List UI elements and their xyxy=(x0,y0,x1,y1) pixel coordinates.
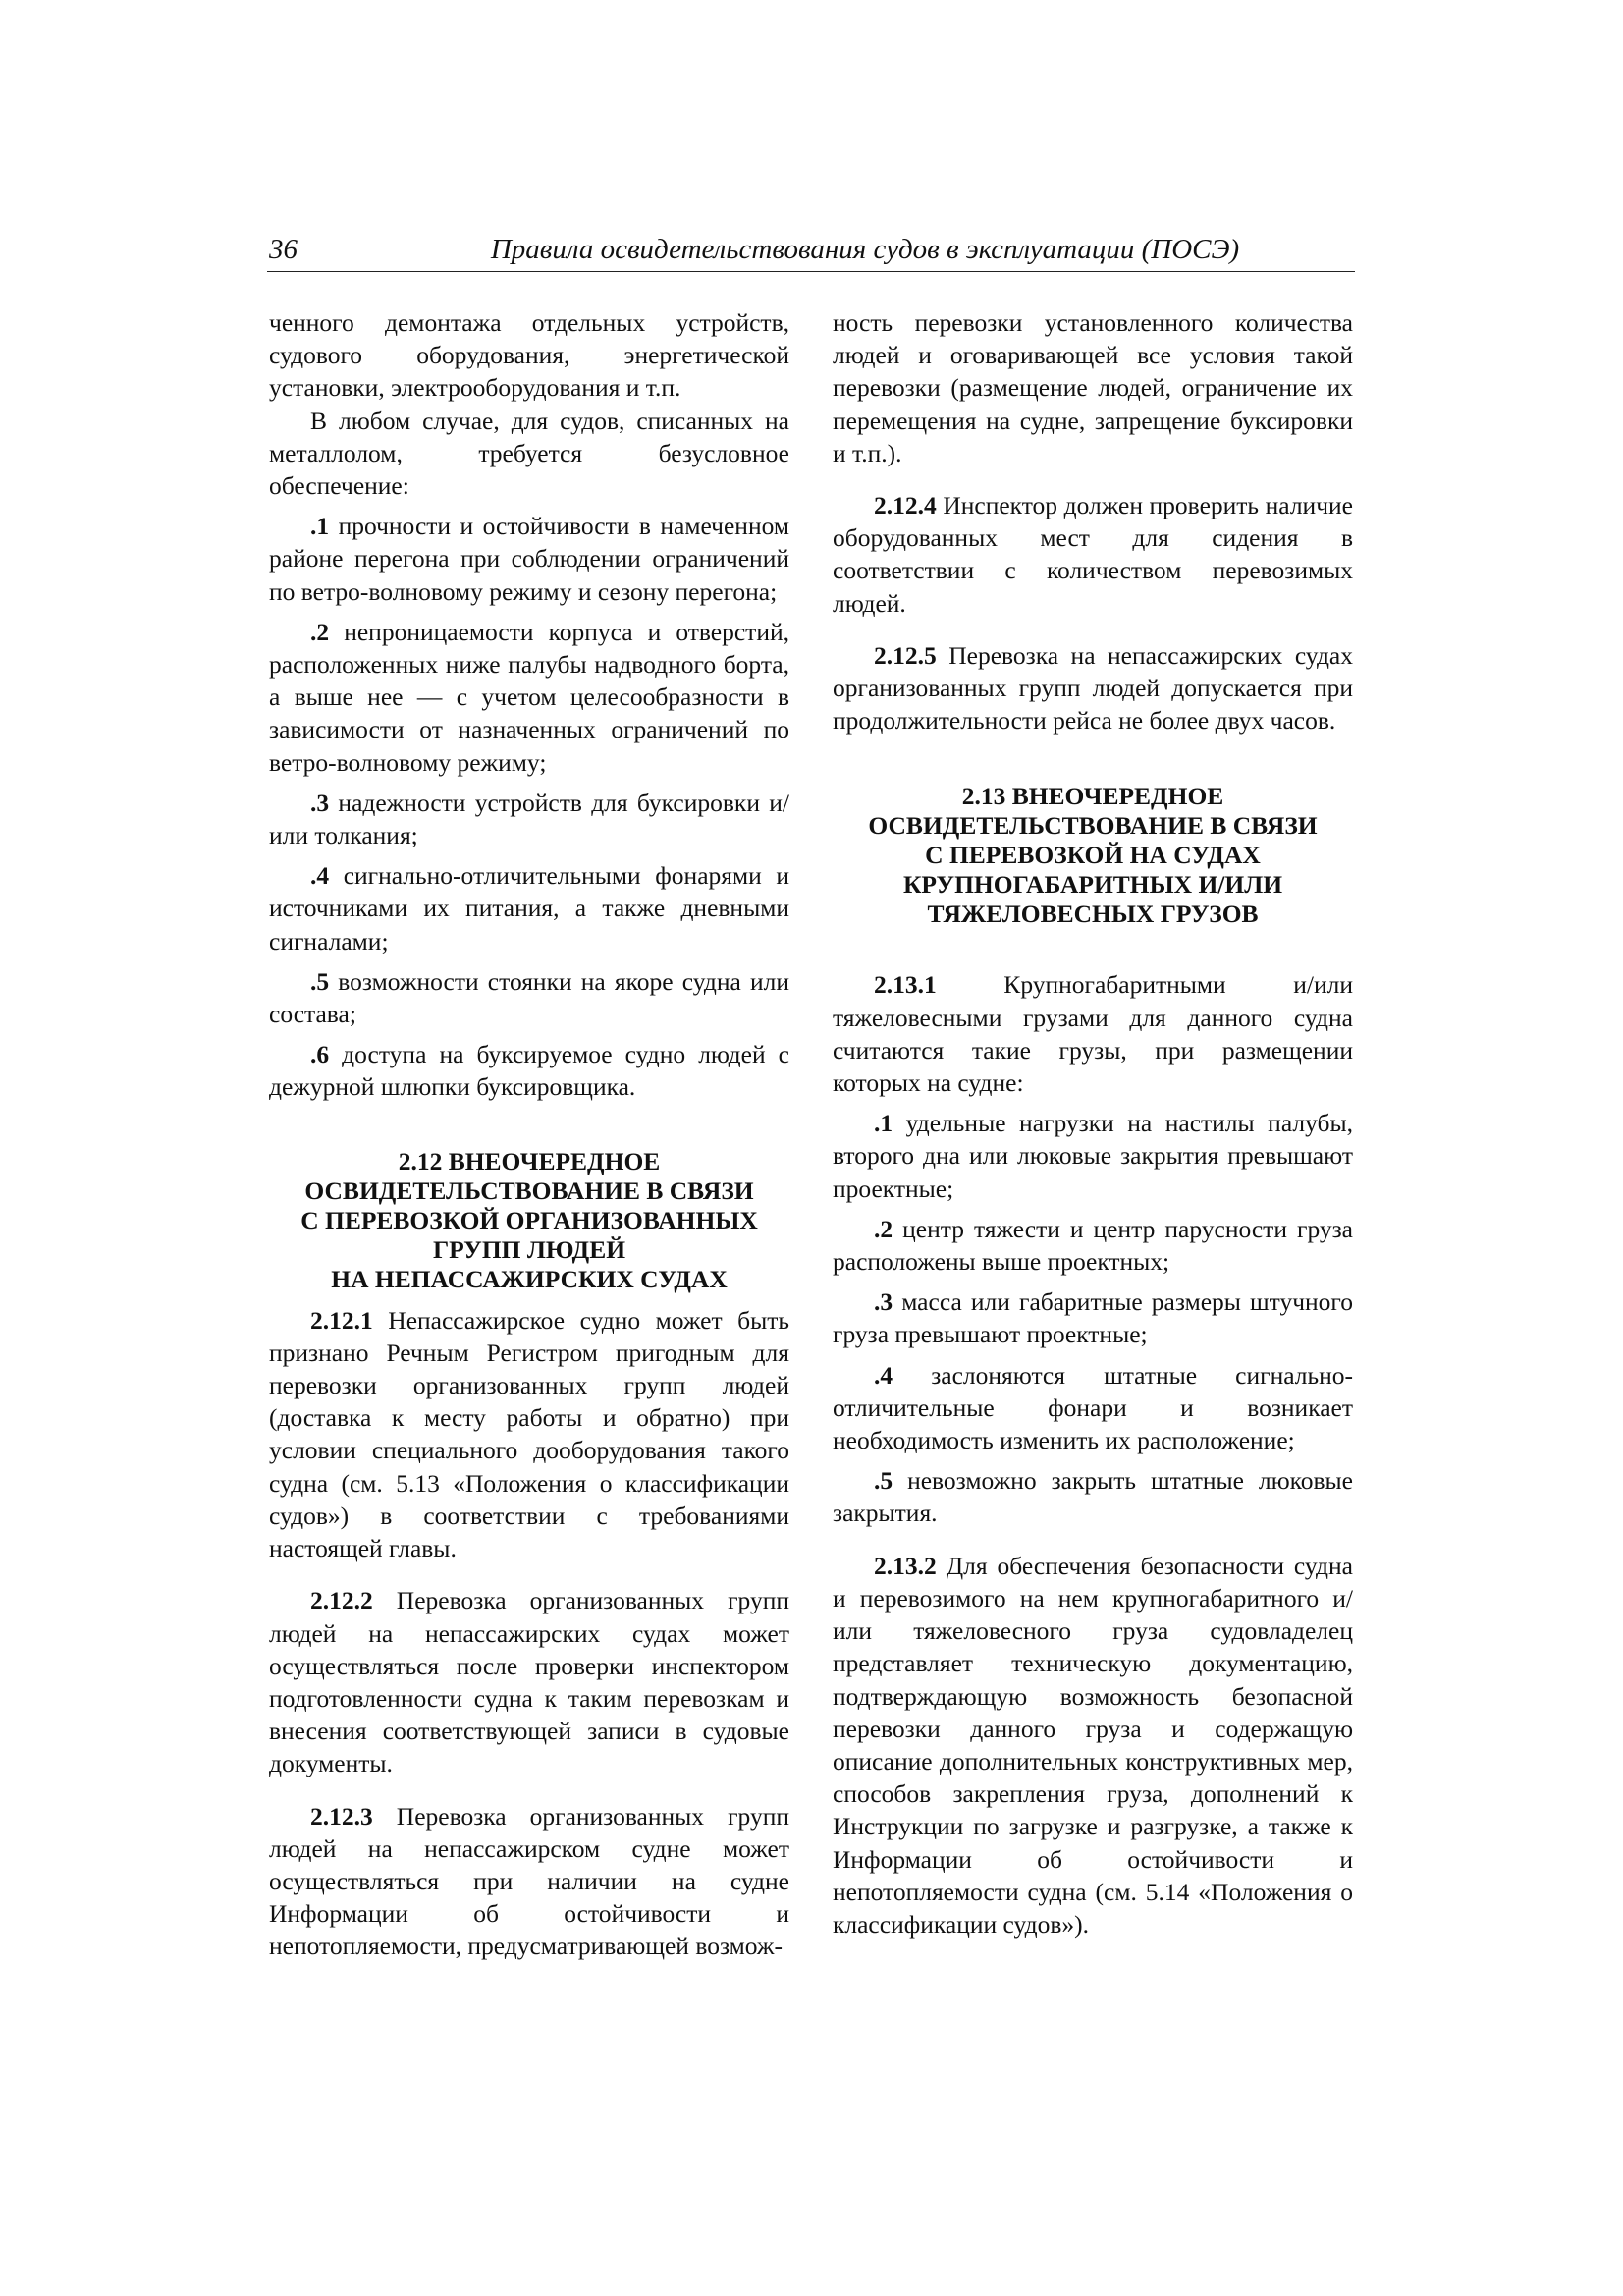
clause-number: 2.12.4 xyxy=(874,491,937,520)
title-line: 2.12 ВНЕОЧЕРЕДНОЕ xyxy=(398,1146,661,1175)
clause-text: Перевозка организованных групп людей на непассажирском судне может осуществляться при наличии на судне Информации об остойчивости и непотопляемости, предусматривающей возмож- xyxy=(269,1801,789,1961)
item-number: .2 xyxy=(874,1214,893,1243)
item-number: .3 xyxy=(310,788,330,817)
paragraph-2-12-3 xyxy=(269,1800,789,1963)
item-number: .5 xyxy=(874,1466,893,1496)
section-title-2-12 xyxy=(269,1147,789,1294)
clause-number: 2.12.2 xyxy=(310,1586,373,1615)
right-column xyxy=(833,306,1353,1941)
item-number: .4 xyxy=(310,861,330,891)
item-text: возможности стоянки на якоре судна или состава; xyxy=(269,966,789,1029)
clause-text: Для обеспечения безопасности судна и перевозимого на нем крупногабаритного и/или тяжеловесного груза судовладелец представляет техническую документацию, подтверждающую возможность безопасной перевозки данного груза и содержащую описание дополнительных конструктивных мер, способов закрепления груза, дополнений к Инструкции по загрузке и разгрузке, а также к Информации об остойчивости и непотопляемости судна (см. 5.14 «Положения о классификации судов»). xyxy=(833,1551,1353,1939)
item-text: надежности устройств для буксировки и/или толкания; xyxy=(269,788,789,850)
clause-number: 2.12.5 xyxy=(874,640,937,670)
paragraph-2-12-5 xyxy=(833,639,1353,738)
paragraph-2-12-4 xyxy=(833,489,1353,620)
list-item xyxy=(269,510,789,608)
list-item xyxy=(833,1285,1353,1350)
item-text: непроницаемости корпуса и отверстий, расположенных ниже палубы надводного борта, а выше нее — с учетом целесообразности в зависимости от назначенных ограничений по ветро-волновому режиму; xyxy=(269,617,789,777)
title-line: ОСВИДЕТЕЛЬСТВОВАНИЕ В СВЯЗИ xyxy=(304,1175,754,1205)
clause-text: Инспектор должен проверить наличие оборудованных мест для сидения в соответствии с количеством перевозимых людей. xyxy=(833,491,1353,618)
title-line: ОСВИДЕТЕЛЬСТВОВАНИЕ В СВЯЗИ xyxy=(868,811,1318,841)
title-line: 2.13 ВНЕОЧЕРЕДНОЕ xyxy=(961,782,1224,811)
section-title-2-13 xyxy=(833,782,1353,929)
item-text: невозможно закрыть штатные люковые закрытия. xyxy=(833,1466,1353,1528)
item-text: масса или габаритные размеры штучного груза превышают проектные; xyxy=(833,1287,1353,1349)
paragraph-2-12-2 xyxy=(269,1584,789,1779)
list-item xyxy=(269,965,789,1030)
clause-number: 2.13.2 xyxy=(874,1551,937,1580)
list-item xyxy=(833,1107,1353,1205)
item-number: .4 xyxy=(874,1360,893,1390)
clause-number: 2.12.3 xyxy=(310,1801,373,1831)
paragraph-continuation: ность перевозки установленного количества людей и оговаривающей все условия такой перевозки (размещение людей, ограничение их перемещения на судне, запрещение буксировки и т.п.). xyxy=(833,308,1353,467)
list-item xyxy=(833,1464,1353,1529)
title-line: НА НЕПАССАЖИРСКИХ СУДАХ xyxy=(331,1264,728,1293)
page-header xyxy=(267,232,1355,272)
item-number: .2 xyxy=(310,617,330,646)
clause-text: Непассажирское судно может быть признано Речным Регистром пригодным для перевозки организованных групп людей (доставка к месту работы и обратно) при условии специального дооборудования такого судна (см. 5.13 «Положения о классификации судов») в соответствии с требованиями настоящей главы. xyxy=(269,1305,789,1563)
paragraph-2-13-2 xyxy=(833,1550,1353,1941)
title-line: С ПЕРЕВОЗКОЙ ОРГАНИЗОВАННЫХ xyxy=(300,1205,758,1234)
item-text: удельные нагрузки на настилы палубы, второго дна или люковые закрытия превышают проектные; xyxy=(833,1109,1353,1203)
running-title: Правила освидетельствования судов в эксплуатации (ПОСЭ) xyxy=(490,234,1240,265)
list-item xyxy=(269,616,789,779)
clause-text: Перевозка на непассажирских судах организованных групп людей допускается при продолжительности рейса не более двух часов. xyxy=(833,640,1353,736)
item-text: доступа на буксируемое судно людей с дежурной шлюпки буксировщика. xyxy=(269,1040,789,1102)
list-item xyxy=(269,859,789,957)
clause-number: 2.12.1 xyxy=(310,1305,373,1335)
title-line: С ПЕРЕВОЗКОЙ НА СУДАХ xyxy=(925,841,1261,870)
item-text: сигнально-отличительными фонарями и источниками их питания, а также дневными сигналами; xyxy=(269,861,789,956)
item-text: центр тяжести и центр парусности груза расположены выше проектных; xyxy=(833,1214,1353,1277)
paragraph-2-13-1 xyxy=(833,968,1353,1099)
item-number: .1 xyxy=(874,1109,893,1138)
title-line: ТЯЖЕЛОВЕСНЫХ ГРУЗОВ xyxy=(927,900,1259,929)
clause-number: 2.13.1 xyxy=(874,970,937,1000)
title-line: КРУПНОГАБАРИТНЫХ И/ИЛИ xyxy=(902,870,1283,900)
clause-text: Перевозка организованных групп людей на непассажирских судах может осуществляться после проверки инспектором подготовленности судна к таким перевозкам и внесения соответствующей записи в судовые документы. xyxy=(269,1586,789,1778)
item-number: .6 xyxy=(310,1040,330,1069)
paragraph-2-12-1 xyxy=(269,1304,789,1565)
item-number: .1 xyxy=(310,512,330,541)
item-text: прочности и остойчивости в намеченном районе перегона при соблюдении ограничений по ветро-волновому режиму и сезону перегона; xyxy=(269,512,789,606)
list-item xyxy=(833,1213,1353,1278)
list-item xyxy=(269,787,789,851)
left-column xyxy=(269,306,789,1963)
item-text: заслоняются штатные сигнально-отличительные фонари и возникает необходимость изменить их расположение; xyxy=(833,1360,1353,1455)
page-number: 36 xyxy=(269,234,298,265)
list-item xyxy=(833,1359,1353,1457)
paragraph: В любом случае, для судов, списанных на металлолом, требуется безусловное обеспечение: xyxy=(269,406,789,501)
clause-text: Крупногабаритными и/или тяжеловесными грузами для данного судна считаются такие грузы, при размещении которых на судне: xyxy=(833,970,1353,1098)
item-number: .3 xyxy=(874,1287,893,1317)
title-line: ГРУПП ЛЮДЕЙ xyxy=(432,1234,626,1264)
item-number: .5 xyxy=(310,966,330,996)
paragraph-continuation: ченного демонтажа отдельных устройств, судового оборудования, энергетической установки, электрооборудования и т.п. xyxy=(269,308,789,403)
list-item xyxy=(269,1038,789,1103)
